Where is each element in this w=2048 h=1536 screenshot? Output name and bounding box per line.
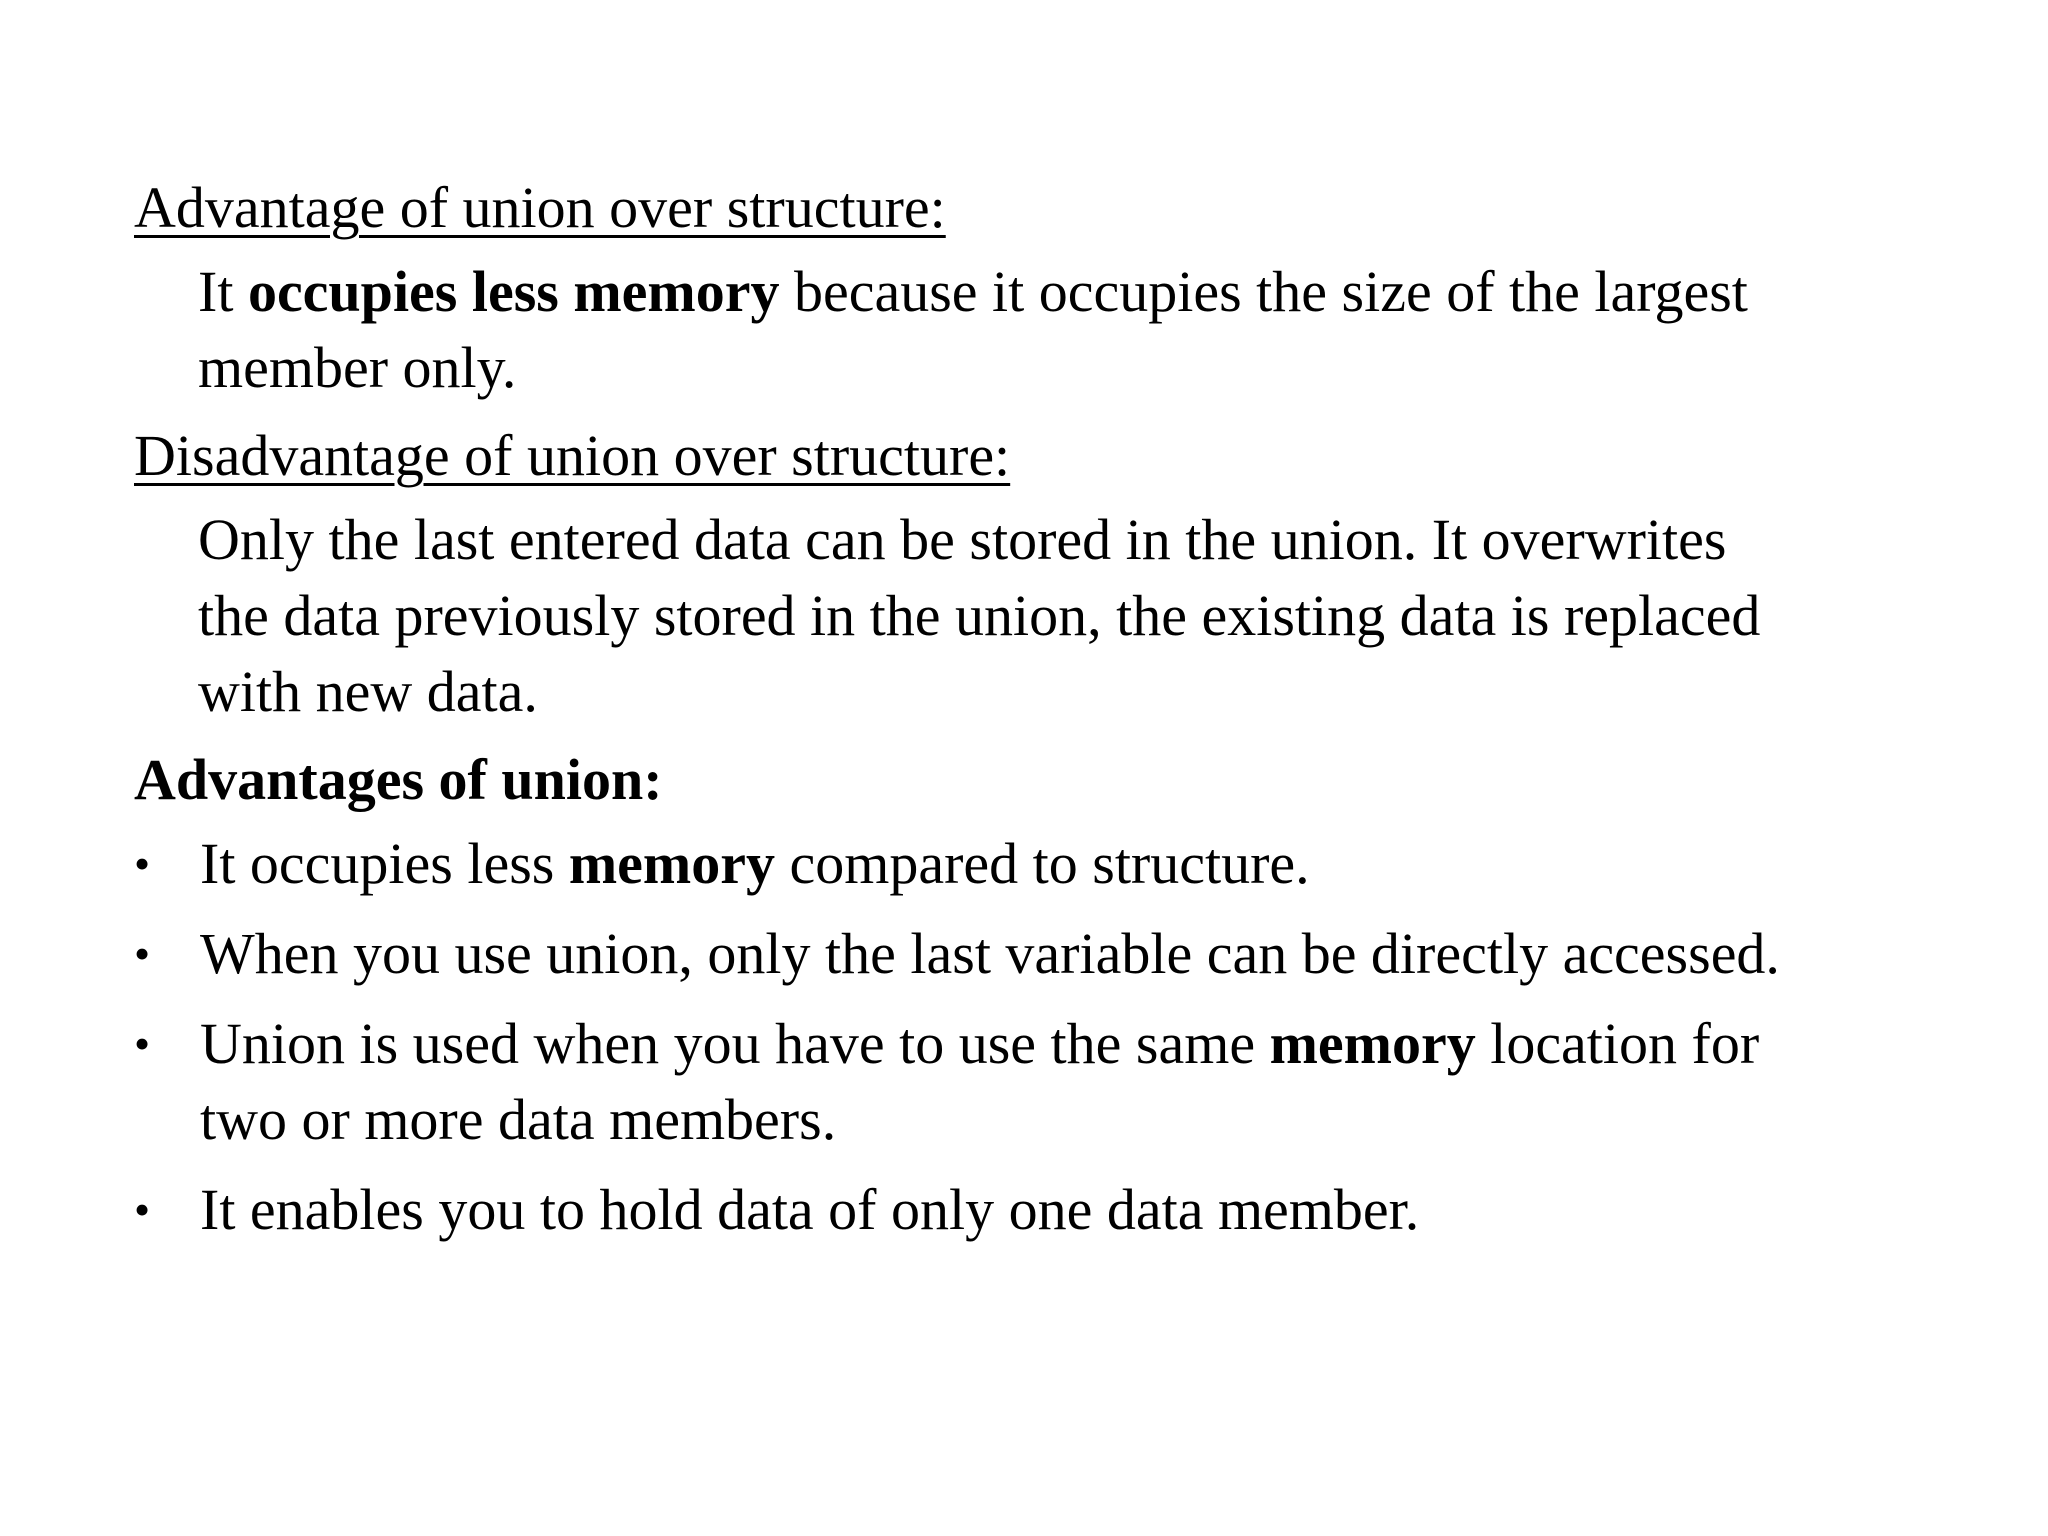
list-item-text: When you use union, only the last variable can be directly accessed. bbox=[200, 921, 1780, 986]
bullet-icon: • bbox=[134, 1018, 151, 1069]
list-item bbox=[134, 826, 1954, 902]
list-item-bold: memory bbox=[568, 831, 775, 896]
list-item-text bbox=[200, 1006, 1954, 1082]
list-item-text bbox=[200, 826, 1954, 902]
slide-content bbox=[134, 170, 1954, 1262]
disadvantage-line-1: Only the last entered data can be stored in the union. It overwrites bbox=[198, 507, 1727, 572]
advantage-paragraph bbox=[200, 254, 1860, 406]
list-item-post: location for bbox=[1475, 1011, 1760, 1076]
list-item-text-line-2: two or more data members. bbox=[200, 1087, 837, 1152]
advantage-line-1-bold: occupies less memory bbox=[247, 259, 780, 324]
advantage-line-2: member only. bbox=[198, 335, 517, 400]
list-item bbox=[134, 916, 1954, 992]
list-item-pre: It occupies less bbox=[200, 831, 569, 896]
list-item-post: compared to structure. bbox=[774, 831, 1310, 896]
list-item-text: It enables you to hold data of only one data member. bbox=[200, 1177, 1420, 1242]
disadvantage-line-2: the data previously stored in the union, the existing data is replaced bbox=[198, 583, 1761, 648]
list-item bbox=[134, 1172, 1954, 1248]
bullet-icon: • bbox=[134, 838, 151, 889]
disadvantage-heading: Disadvantage of union over structure: bbox=[134, 423, 1011, 488]
bullet-icon: • bbox=[134, 928, 151, 979]
advantage-line-1-post: because it occupies the size of the largest bbox=[779, 259, 1748, 324]
advantages-list bbox=[134, 826, 1954, 1248]
advantages-of-union-heading: Advantages of union: bbox=[134, 747, 663, 812]
list-item bbox=[134, 1006, 1954, 1158]
advantage-line-1-pre: It bbox=[198, 259, 248, 324]
list-item-bold: memory bbox=[1269, 1011, 1476, 1076]
advantage-line-1 bbox=[200, 254, 1860, 330]
list-item-pre: Union is used when you have to use the same bbox=[200, 1011, 1270, 1076]
disadvantage-line-3: with new data. bbox=[198, 659, 538, 724]
disadvantage-paragraph bbox=[200, 502, 1860, 730]
advantage-heading: Advantage of union over structure: bbox=[134, 175, 946, 240]
bullet-icon: • bbox=[134, 1184, 151, 1235]
